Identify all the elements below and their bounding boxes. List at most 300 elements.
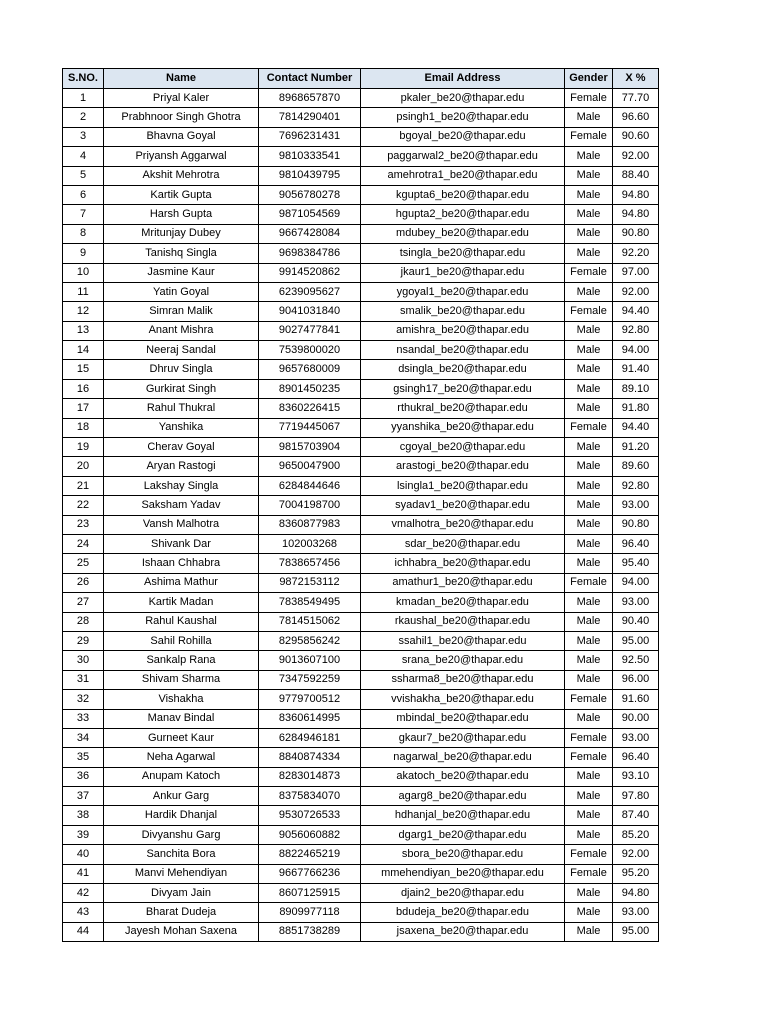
cell-gender: Male xyxy=(565,767,613,786)
cell-contact-number: 8360226415 xyxy=(259,399,361,418)
header-gender: Gender xyxy=(565,69,613,89)
table-row xyxy=(63,767,659,786)
cell-contact-number: 9056060882 xyxy=(259,825,361,844)
cell-email-address: mbindal_be20@thapar.edu xyxy=(361,709,565,728)
cell-sno: 4 xyxy=(63,147,104,166)
cell-sno: 5 xyxy=(63,166,104,185)
cell-contact-number: 8375834070 xyxy=(259,787,361,806)
table-row xyxy=(63,205,659,224)
cell-x-percent: 94.80 xyxy=(613,884,659,903)
cell-x-percent: 90.00 xyxy=(613,709,659,728)
cell-contact-number: 7696231431 xyxy=(259,127,361,146)
cell-gender: Male xyxy=(565,612,613,631)
cell-email-address: hdhanjal_be20@thapar.edu xyxy=(361,806,565,825)
cell-gender: Male xyxy=(565,534,613,553)
cell-contact-number: 9657680009 xyxy=(259,360,361,379)
table-row xyxy=(63,709,659,728)
cell-x-percent: 92.20 xyxy=(613,244,659,263)
cell-gender: Female xyxy=(565,127,613,146)
cell-gender: Male xyxy=(565,825,613,844)
table-row xyxy=(63,554,659,573)
cell-gender: Male xyxy=(565,922,613,941)
cell-x-percent: 94.80 xyxy=(613,205,659,224)
table-row xyxy=(63,360,659,379)
cell-name: Bhavna Goyal xyxy=(104,127,259,146)
cell-name: Saksham Yadav xyxy=(104,496,259,515)
cell-sno: 38 xyxy=(63,806,104,825)
cell-gender: Male xyxy=(565,787,613,806)
cell-x-percent: 92.00 xyxy=(613,845,659,864)
header-sno: S.NO. xyxy=(63,69,104,89)
cell-contact-number: 9041031840 xyxy=(259,302,361,321)
cell-sno: 27 xyxy=(63,593,104,612)
cell-contact-number: 9530726533 xyxy=(259,806,361,825)
cell-x-percent: 93.00 xyxy=(613,903,659,922)
cell-email-address: bgoyal_be20@thapar.edu xyxy=(361,127,565,146)
cell-email-address: pkaler_be20@thapar.edu xyxy=(361,89,565,108)
cell-sno: 42 xyxy=(63,884,104,903)
cell-email-address: dgarg1_be20@thapar.edu xyxy=(361,825,565,844)
cell-sno: 19 xyxy=(63,438,104,457)
cell-gender: Male xyxy=(565,631,613,650)
cell-gender: Male xyxy=(565,341,613,360)
cell-name: Priyal Kaler xyxy=(104,89,259,108)
cell-email-address: tsingla_be20@thapar.edu xyxy=(361,244,565,263)
cell-gender: Female xyxy=(565,89,613,108)
cell-x-percent: 97.80 xyxy=(613,787,659,806)
table-row xyxy=(63,612,659,631)
cell-name: Vishakha xyxy=(104,690,259,709)
cell-name: Shivam Sharma xyxy=(104,670,259,689)
cell-email-address: rkaushal_be20@thapar.edu xyxy=(361,612,565,631)
cell-gender: Male xyxy=(565,515,613,534)
table-row xyxy=(63,282,659,301)
header-x-percent: X % xyxy=(613,69,659,89)
cell-name: Neeraj Sandal xyxy=(104,341,259,360)
cell-x-percent: 90.80 xyxy=(613,224,659,243)
cell-contact-number: 7814290401 xyxy=(259,108,361,127)
cell-x-percent: 90.80 xyxy=(613,515,659,534)
cell-gender: Female xyxy=(565,418,613,437)
cell-email-address: psingh1_be20@thapar.edu xyxy=(361,108,565,127)
cell-contact-number: 9872153112 xyxy=(259,573,361,592)
table-header xyxy=(63,69,659,89)
cell-gender: Female xyxy=(565,728,613,747)
cell-name: Kartik Gupta xyxy=(104,185,259,204)
cell-gender: Male xyxy=(565,806,613,825)
cell-email-address: sdar_be20@thapar.edu xyxy=(361,534,565,553)
cell-contact-number: 8607125915 xyxy=(259,884,361,903)
table-row xyxy=(63,515,659,534)
cell-sno: 33 xyxy=(63,709,104,728)
cell-x-percent: 93.00 xyxy=(613,593,659,612)
cell-contact-number: 7838657456 xyxy=(259,554,361,573)
cell-sno: 2 xyxy=(63,108,104,127)
cell-gender: Female xyxy=(565,845,613,864)
cell-name: Sanchita Bora xyxy=(104,845,259,864)
cell-x-percent: 94.80 xyxy=(613,185,659,204)
cell-name: Ankur Garg xyxy=(104,787,259,806)
cell-name: Manav Bindal xyxy=(104,709,259,728)
cell-x-percent: 85.20 xyxy=(613,825,659,844)
table-row xyxy=(63,341,659,360)
cell-sno: 29 xyxy=(63,631,104,650)
cell-gender: Male xyxy=(565,593,613,612)
table-row xyxy=(63,263,659,282)
cell-contact-number: 9698384786 xyxy=(259,244,361,263)
cell-email-address: kgupta6_be20@thapar.edu xyxy=(361,185,565,204)
cell-email-address: srana_be20@thapar.edu xyxy=(361,651,565,670)
cell-email-address: syadav1_be20@thapar.edu xyxy=(361,496,565,515)
cell-sno: 25 xyxy=(63,554,104,573)
cell-email-address: mmehendiyan_be20@thapar.edu xyxy=(361,864,565,883)
cell-x-percent: 91.20 xyxy=(613,438,659,457)
cell-name: Gurkirat Singh xyxy=(104,379,259,398)
table-row xyxy=(63,690,659,709)
cell-email-address: vvishakha_be20@thapar.edu xyxy=(361,690,565,709)
table-row xyxy=(63,302,659,321)
cell-sno: 30 xyxy=(63,651,104,670)
cell-contact-number: 8840874334 xyxy=(259,748,361,767)
table-row xyxy=(63,573,659,592)
cell-sno: 14 xyxy=(63,341,104,360)
cell-email-address: nagarwal_be20@thapar.edu xyxy=(361,748,565,767)
cell-x-percent: 90.40 xyxy=(613,612,659,631)
cell-name: Rahul Thukral xyxy=(104,399,259,418)
cell-name: Divyanshu Garg xyxy=(104,825,259,844)
cell-sno: 24 xyxy=(63,534,104,553)
cell-sno: 43 xyxy=(63,903,104,922)
cell-email-address: arastogi_be20@thapar.edu xyxy=(361,457,565,476)
cell-x-percent: 90.60 xyxy=(613,127,659,146)
cell-name: Ishaan Chhabra xyxy=(104,554,259,573)
cell-gender: Male xyxy=(565,399,613,418)
cell-name: Divyam Jain xyxy=(104,884,259,903)
cell-contact-number: 9779700512 xyxy=(259,690,361,709)
table-row xyxy=(63,534,659,553)
header-row xyxy=(63,69,659,89)
table-row xyxy=(63,496,659,515)
cell-sno: 35 xyxy=(63,748,104,767)
cell-sno: 15 xyxy=(63,360,104,379)
cell-gender: Male xyxy=(565,244,613,263)
cell-email-address: hgupta2_be20@thapar.edu xyxy=(361,205,565,224)
cell-sno: 17 xyxy=(63,399,104,418)
cell-sno: 23 xyxy=(63,515,104,534)
cell-gender: Male xyxy=(565,224,613,243)
table-row xyxy=(63,147,659,166)
cell-contact-number: 9815703904 xyxy=(259,438,361,457)
table-row xyxy=(63,244,659,263)
table-row xyxy=(63,89,659,108)
cell-email-address: lsingla1_be20@thapar.edu xyxy=(361,476,565,495)
cell-email-address: akatoch_be20@thapar.edu xyxy=(361,767,565,786)
cell-sno: 20 xyxy=(63,457,104,476)
table-row xyxy=(63,787,659,806)
cell-name: Ashima Mathur xyxy=(104,573,259,592)
cell-sno: 32 xyxy=(63,690,104,709)
cell-email-address: sbora_be20@thapar.edu xyxy=(361,845,565,864)
cell-contact-number: 9650047900 xyxy=(259,457,361,476)
table-row xyxy=(63,748,659,767)
cell-sno: 28 xyxy=(63,612,104,631)
cell-name: Hardik Dhanjal xyxy=(104,806,259,825)
cell-x-percent: 91.80 xyxy=(613,399,659,418)
cell-name: Harsh Gupta xyxy=(104,205,259,224)
cell-sno: 13 xyxy=(63,321,104,340)
table-row xyxy=(63,418,659,437)
cell-name: Rahul Kaushal xyxy=(104,612,259,631)
cell-contact-number: 8822465219 xyxy=(259,845,361,864)
cell-gender: Male xyxy=(565,321,613,340)
table-row xyxy=(63,670,659,689)
table-row xyxy=(63,651,659,670)
cell-name: Sankalp Rana xyxy=(104,651,259,670)
cell-contact-number: 8901450235 xyxy=(259,379,361,398)
cell-x-percent: 95.40 xyxy=(613,554,659,573)
cell-name: Anant Mishra xyxy=(104,321,259,340)
cell-sno: 37 xyxy=(63,787,104,806)
cell-contact-number: 8851738289 xyxy=(259,922,361,941)
cell-contact-number: 6284844646 xyxy=(259,476,361,495)
cell-x-percent: 89.10 xyxy=(613,379,659,398)
header-contact-number: Contact Number xyxy=(259,69,361,89)
cell-contact-number: 8968657870 xyxy=(259,89,361,108)
table-row xyxy=(63,884,659,903)
table-row xyxy=(63,631,659,650)
cell-contact-number: 7719445067 xyxy=(259,418,361,437)
table-row xyxy=(63,476,659,495)
cell-contact-number: 9013607100 xyxy=(259,651,361,670)
cell-name: Sahil Rohilla xyxy=(104,631,259,650)
cell-name: Vansh Malhotra xyxy=(104,515,259,534)
table-row xyxy=(63,108,659,127)
cell-sno: 1 xyxy=(63,89,104,108)
cell-contact-number: 9027477841 xyxy=(259,321,361,340)
cell-email-address: cgoyal_be20@thapar.edu xyxy=(361,438,565,457)
cell-name: Priyansh Aggarwal xyxy=(104,147,259,166)
table-row xyxy=(63,321,659,340)
table-row xyxy=(63,379,659,398)
cell-sno: 39 xyxy=(63,825,104,844)
cell-name: Tanishq Singla xyxy=(104,244,259,263)
cell-x-percent: 96.00 xyxy=(613,670,659,689)
cell-gender: Male xyxy=(565,166,613,185)
cell-gender: Male xyxy=(565,147,613,166)
cell-name: Shivank Dar xyxy=(104,534,259,553)
cell-contact-number: 7838549495 xyxy=(259,593,361,612)
cell-name: Akshit Mehrotra xyxy=(104,166,259,185)
cell-name: Neha Agarwal xyxy=(104,748,259,767)
table-row xyxy=(63,457,659,476)
cell-name: Yatin Goyal xyxy=(104,282,259,301)
cell-x-percent: 96.60 xyxy=(613,108,659,127)
cell-x-percent: 91.60 xyxy=(613,690,659,709)
student-table xyxy=(62,68,659,942)
cell-gender: Male xyxy=(565,884,613,903)
table-row xyxy=(63,825,659,844)
cell-gender: Female xyxy=(565,573,613,592)
table-row xyxy=(63,922,659,941)
cell-name: Jayesh Mohan Saxena xyxy=(104,922,259,941)
cell-sno: 9 xyxy=(63,244,104,263)
cell-name: Lakshay Singla xyxy=(104,476,259,495)
cell-email-address: gsingh17_be20@thapar.edu xyxy=(361,379,565,398)
cell-contact-number: 6284946181 xyxy=(259,728,361,747)
cell-name: Mritunjay Dubey xyxy=(104,224,259,243)
cell-sno: 8 xyxy=(63,224,104,243)
table-row xyxy=(63,399,659,418)
cell-gender: Male xyxy=(565,903,613,922)
table-row xyxy=(63,864,659,883)
cell-contact-number: 8283014873 xyxy=(259,767,361,786)
cell-email-address: dsingla_be20@thapar.edu xyxy=(361,360,565,379)
cell-x-percent: 97.00 xyxy=(613,263,659,282)
cell-sno: 26 xyxy=(63,573,104,592)
cell-sno: 3 xyxy=(63,127,104,146)
cell-contact-number: 9871054569 xyxy=(259,205,361,224)
cell-contact-number: 9667766236 xyxy=(259,864,361,883)
cell-email-address: paggarwal2_be20@thapar.edu xyxy=(361,147,565,166)
cell-name: Yanshika xyxy=(104,418,259,437)
cell-contact-number: 8295856242 xyxy=(259,631,361,650)
table-row xyxy=(63,438,659,457)
cell-gender: Male xyxy=(565,709,613,728)
table-row xyxy=(63,728,659,747)
cell-x-percent: 94.40 xyxy=(613,418,659,437)
cell-x-percent: 94.00 xyxy=(613,341,659,360)
cell-gender: Male xyxy=(565,496,613,515)
cell-x-percent: 87.40 xyxy=(613,806,659,825)
cell-gender: Male xyxy=(565,108,613,127)
cell-gender: Male xyxy=(565,438,613,457)
cell-gender: Female xyxy=(565,690,613,709)
table-row xyxy=(63,806,659,825)
cell-sno: 41 xyxy=(63,864,104,883)
cell-x-percent: 92.50 xyxy=(613,651,659,670)
cell-x-percent: 94.00 xyxy=(613,573,659,592)
cell-x-percent: 92.80 xyxy=(613,321,659,340)
cell-contact-number: 9056780278 xyxy=(259,185,361,204)
cell-x-percent: 93.00 xyxy=(613,728,659,747)
cell-x-percent: 91.40 xyxy=(613,360,659,379)
cell-email-address: gkaur7_be20@thapar.edu xyxy=(361,728,565,747)
cell-contact-number: 9667428084 xyxy=(259,224,361,243)
cell-contact-number: 9810439795 xyxy=(259,166,361,185)
cell-x-percent: 94.40 xyxy=(613,302,659,321)
cell-email-address: kmadan_be20@thapar.edu xyxy=(361,593,565,612)
cell-name: Simran Malik xyxy=(104,302,259,321)
table-row xyxy=(63,224,659,243)
cell-contact-number: 7004198700 xyxy=(259,496,361,515)
cell-contact-number: 7814515062 xyxy=(259,612,361,631)
cell-sno: 34 xyxy=(63,728,104,747)
table-row xyxy=(63,903,659,922)
cell-contact-number: 6239095627 xyxy=(259,282,361,301)
table-row xyxy=(63,166,659,185)
cell-sno: 7 xyxy=(63,205,104,224)
cell-gender: Male xyxy=(565,651,613,670)
cell-sno: 6 xyxy=(63,185,104,204)
cell-name: Dhruv Singla xyxy=(104,360,259,379)
cell-name: Jasmine Kaur xyxy=(104,263,259,282)
cell-sno: 21 xyxy=(63,476,104,495)
cell-gender: Female xyxy=(565,748,613,767)
cell-sno: 36 xyxy=(63,767,104,786)
cell-sno: 31 xyxy=(63,670,104,689)
cell-name: Cherav Goyal xyxy=(104,438,259,457)
cell-sno: 16 xyxy=(63,379,104,398)
cell-contact-number: 8360877983 xyxy=(259,515,361,534)
cell-x-percent: 89.60 xyxy=(613,457,659,476)
cell-x-percent: 96.40 xyxy=(613,534,659,553)
cell-x-percent: 95.20 xyxy=(613,864,659,883)
cell-email-address: mdubey_be20@thapar.edu xyxy=(361,224,565,243)
cell-email-address: ssharma8_be20@thapar.edu xyxy=(361,670,565,689)
cell-x-percent: 92.80 xyxy=(613,476,659,495)
cell-x-percent: 88.40 xyxy=(613,166,659,185)
header-name: Name xyxy=(104,69,259,89)
cell-email-address: ssahil1_be20@thapar.edu xyxy=(361,631,565,650)
table-row xyxy=(63,127,659,146)
cell-x-percent: 95.00 xyxy=(613,922,659,941)
cell-sno: 44 xyxy=(63,922,104,941)
cell-gender: Female xyxy=(565,864,613,883)
cell-email-address: amathur1_be20@thapar.edu xyxy=(361,573,565,592)
cell-gender: Male xyxy=(565,282,613,301)
cell-contact-number: 9810333541 xyxy=(259,147,361,166)
cell-x-percent: 93.10 xyxy=(613,767,659,786)
table-row xyxy=(63,593,659,612)
cell-email-address: jkaur1_be20@thapar.edu xyxy=(361,263,565,282)
cell-name: Aryan Rastogi xyxy=(104,457,259,476)
cell-name: Kartik Madan xyxy=(104,593,259,612)
cell-email-address: bdudeja_be20@thapar.edu xyxy=(361,903,565,922)
cell-gender: Male xyxy=(565,360,613,379)
cell-x-percent: 96.40 xyxy=(613,748,659,767)
cell-email-address: ygoyal1_be20@thapar.edu xyxy=(361,282,565,301)
table-row xyxy=(63,845,659,864)
cell-email-address: vmalhotra_be20@thapar.edu xyxy=(361,515,565,534)
cell-gender: Male xyxy=(565,670,613,689)
cell-email-address: smalik_be20@thapar.edu xyxy=(361,302,565,321)
cell-contact-number: 8360614995 xyxy=(259,709,361,728)
cell-contact-number: 9914520862 xyxy=(259,263,361,282)
cell-sno: 10 xyxy=(63,263,104,282)
cell-sno: 22 xyxy=(63,496,104,515)
cell-sno: 12 xyxy=(63,302,104,321)
cell-gender: Female xyxy=(565,263,613,282)
cell-contact-number: 102003268 xyxy=(259,534,361,553)
cell-gender: Male xyxy=(565,379,613,398)
cell-sno: 18 xyxy=(63,418,104,437)
cell-email-address: ichhabra_be20@thapar.edu xyxy=(361,554,565,573)
cell-gender: Female xyxy=(565,302,613,321)
header-email-address: Email Address xyxy=(361,69,565,89)
table-row xyxy=(63,185,659,204)
cell-email-address: amehrotra1_be20@thapar.edu xyxy=(361,166,565,185)
cell-name: Manvi Mehendiyan xyxy=(104,864,259,883)
cell-x-percent: 77.70 xyxy=(613,89,659,108)
cell-gender: Male xyxy=(565,554,613,573)
cell-email-address: agarg8_be20@thapar.edu xyxy=(361,787,565,806)
cell-email-address: nsandal_be20@thapar.edu xyxy=(361,341,565,360)
cell-email-address: jsaxena_be20@thapar.edu xyxy=(361,922,565,941)
cell-gender: Male xyxy=(565,476,613,495)
cell-email-address: amishra_be20@thapar.edu xyxy=(361,321,565,340)
cell-x-percent: 92.00 xyxy=(613,282,659,301)
cell-email-address: djain2_be20@thapar.edu xyxy=(361,884,565,903)
